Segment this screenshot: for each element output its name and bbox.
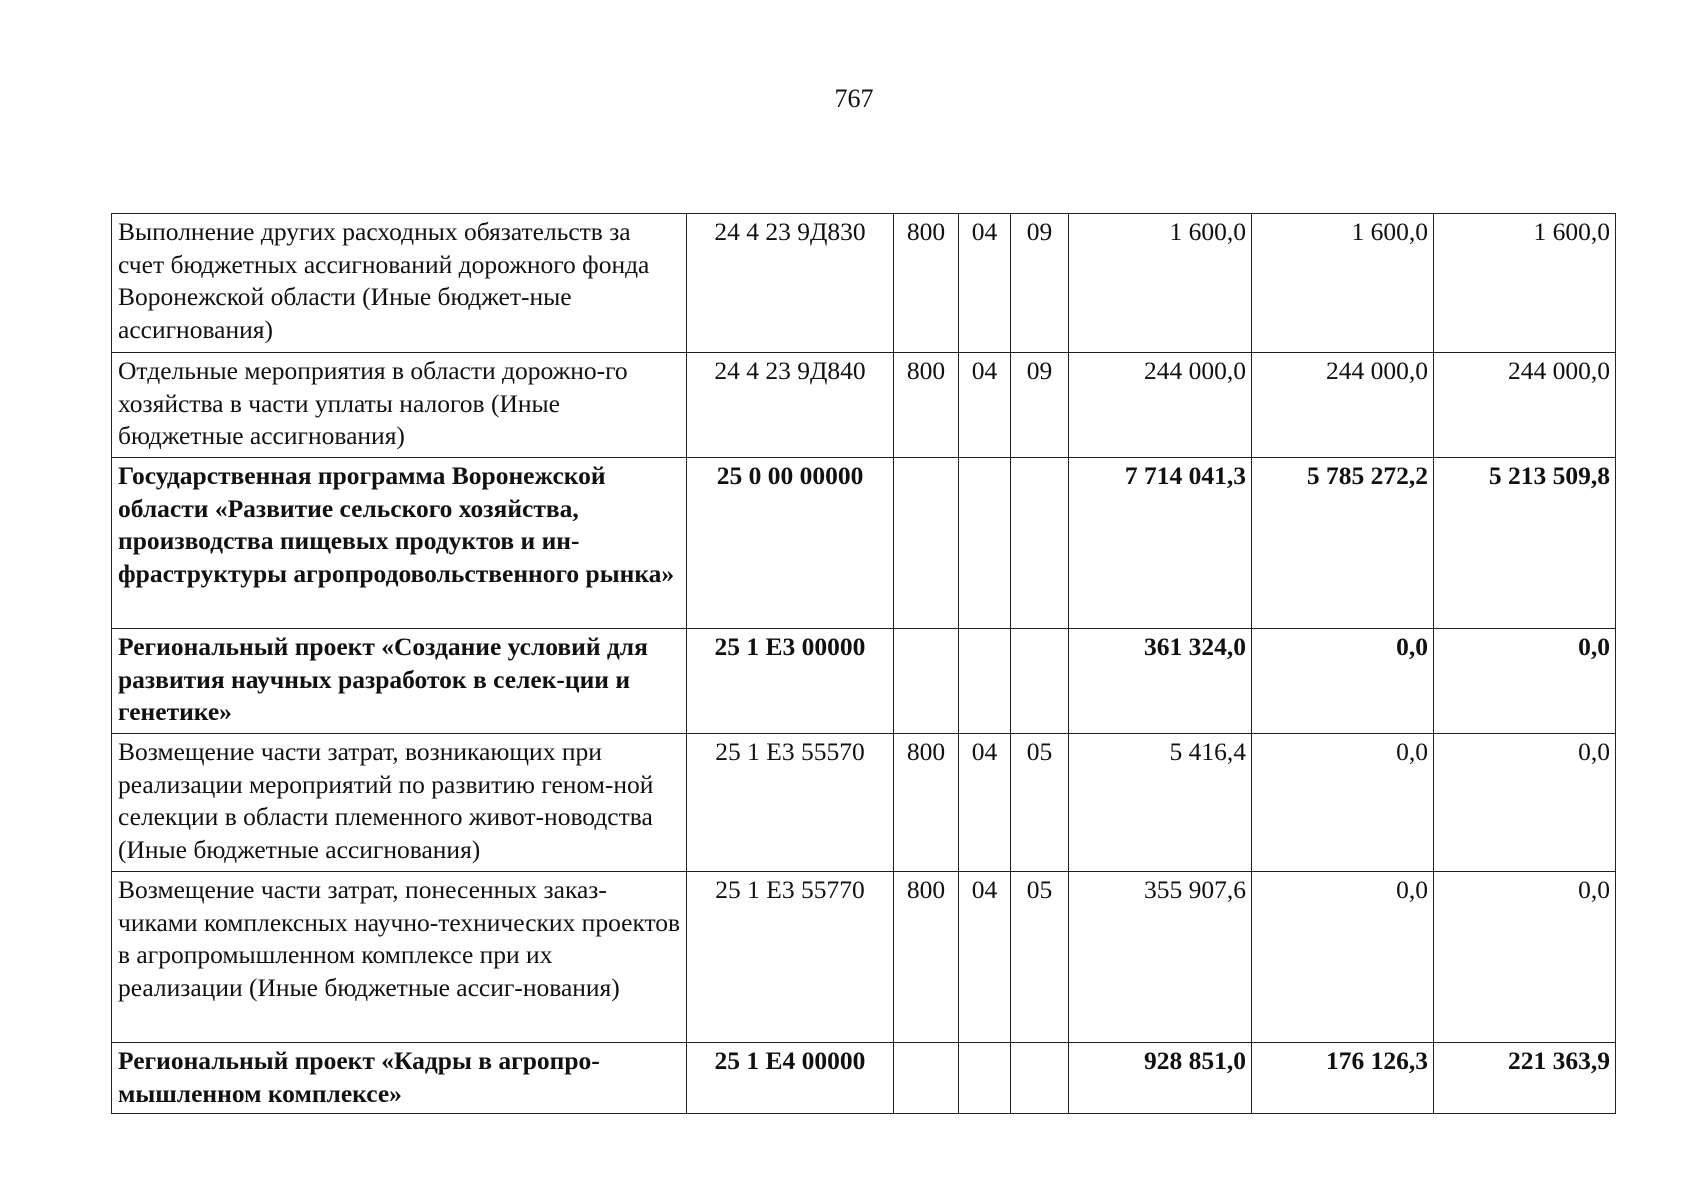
row-expense-type <box>894 1043 959 1114</box>
row-amount-3: 0,0 <box>1434 734 1616 872</box>
row-name: Региональный проект «Кадры в агропро-мышленном комплексе» <box>112 1043 687 1114</box>
row-subsection: 09 <box>1011 353 1069 458</box>
row-amount-3: 244 000,0 <box>1434 353 1616 458</box>
row-amount-2: 176 126,3 <box>1252 1043 1434 1114</box>
row-subsection: 05 <box>1011 872 1069 1043</box>
table-row <box>112 872 1616 1043</box>
row-subsection <box>1011 458 1069 629</box>
row-amount-1: 928 851,0 <box>1069 1043 1252 1114</box>
row-subsection <box>1011 629 1069 734</box>
row-target-code: 25 1 E3 55570 <box>687 734 894 872</box>
row-amount-3: 221 363,9 <box>1434 1043 1616 1114</box>
row-section <box>959 629 1011 734</box>
row-amount-1: 244 000,0 <box>1069 353 1252 458</box>
table-row <box>112 353 1616 458</box>
row-amount-2: 0,0 <box>1252 734 1434 872</box>
row-target-code: 24 4 23 9Д830 <box>687 214 894 353</box>
row-amount-2: 0,0 <box>1252 629 1434 734</box>
row-amount-3: 1 600,0 <box>1434 214 1616 353</box>
row-subsection: 05 <box>1011 734 1069 872</box>
row-target-code: 24 4 23 9Д840 <box>687 353 894 458</box>
table-row <box>112 214 1616 353</box>
row-amount-2: 0,0 <box>1252 872 1434 1043</box>
row-target-code: 25 1 E4 00000 <box>687 1043 894 1114</box>
row-expense-type: 800 <box>894 872 959 1043</box>
row-subsection: 09 <box>1011 214 1069 353</box>
page-number: 767 <box>834 84 874 113</box>
row-subsection <box>1011 1043 1069 1114</box>
row-section: 04 <box>959 353 1011 458</box>
row-section: 04 <box>959 734 1011 872</box>
row-amount-2: 244 000,0 <box>1252 353 1434 458</box>
row-name: Возмещение части затрат, возникающих при реализации мероприятий по развитию геном-ной селекции в области племенного живот-новодства (Иные бюджетные ассигнования) <box>112 734 687 872</box>
row-amount-2: 1 600,0 <box>1252 214 1434 353</box>
row-target-code: 25 1 E3 00000 <box>687 629 894 734</box>
row-name: Возмещение части затрат, понесенных заказ-чиками комплексных научно-технических проектов в агропромышленном комплексе при их реализации (Иные бюджетные ассиг-нования) <box>112 872 687 1043</box>
row-amount-1: 5 416,4 <box>1069 734 1252 872</box>
row-amount-1: 7 714 041,3 <box>1069 458 1252 629</box>
row-expense-type: 800 <box>894 734 959 872</box>
table-row <box>112 629 1616 734</box>
row-amount-1: 355 907,6 <box>1069 872 1252 1043</box>
row-amount-3: 5 213 509,8 <box>1434 458 1616 629</box>
row-section <box>959 1043 1011 1114</box>
row-amount-2: 5 785 272,2 <box>1252 458 1434 629</box>
table-row <box>112 734 1616 872</box>
row-section: 04 <box>959 214 1011 353</box>
row-expense-type <box>894 458 959 629</box>
table-row <box>112 1043 1616 1114</box>
row-expense-type: 800 <box>894 353 959 458</box>
row-amount-3: 0,0 <box>1434 872 1616 1043</box>
row-name: Выполнение других расходных обязательств за счет бюджетных ассигнований дорожного фонда Воронежской области (Иные бюджет-ные ассигнования) <box>112 214 687 353</box>
row-amount-1: 361 324,0 <box>1069 629 1252 734</box>
row-section: 04 <box>959 872 1011 1043</box>
row-name: Региональный проект «Создание условий для развития научных разработок в селек-ции и генетике» <box>112 629 687 734</box>
row-amount-3: 0,0 <box>1434 629 1616 734</box>
row-expense-type <box>894 629 959 734</box>
budget-table <box>111 213 1616 1114</box>
row-target-code: 25 0 00 00000 <box>687 458 894 629</box>
row-name: Отдельные мероприятия в области дорожно-го хозяйства в части уплаты налогов (Иные бюджетные ассигнования) <box>112 353 687 458</box>
row-expense-type: 800 <box>894 214 959 353</box>
row-section <box>959 458 1011 629</box>
row-target-code: 25 1 E3 55770 <box>687 872 894 1043</box>
table-row <box>112 458 1616 629</box>
row-name: Государственная программа Воронежской области «Развитие сельского хозяйства, производства пищевых продуктов и ин-фраструктуры агропродовольственного рынка» <box>112 458 687 629</box>
row-amount-1: 1 600,0 <box>1069 214 1252 353</box>
